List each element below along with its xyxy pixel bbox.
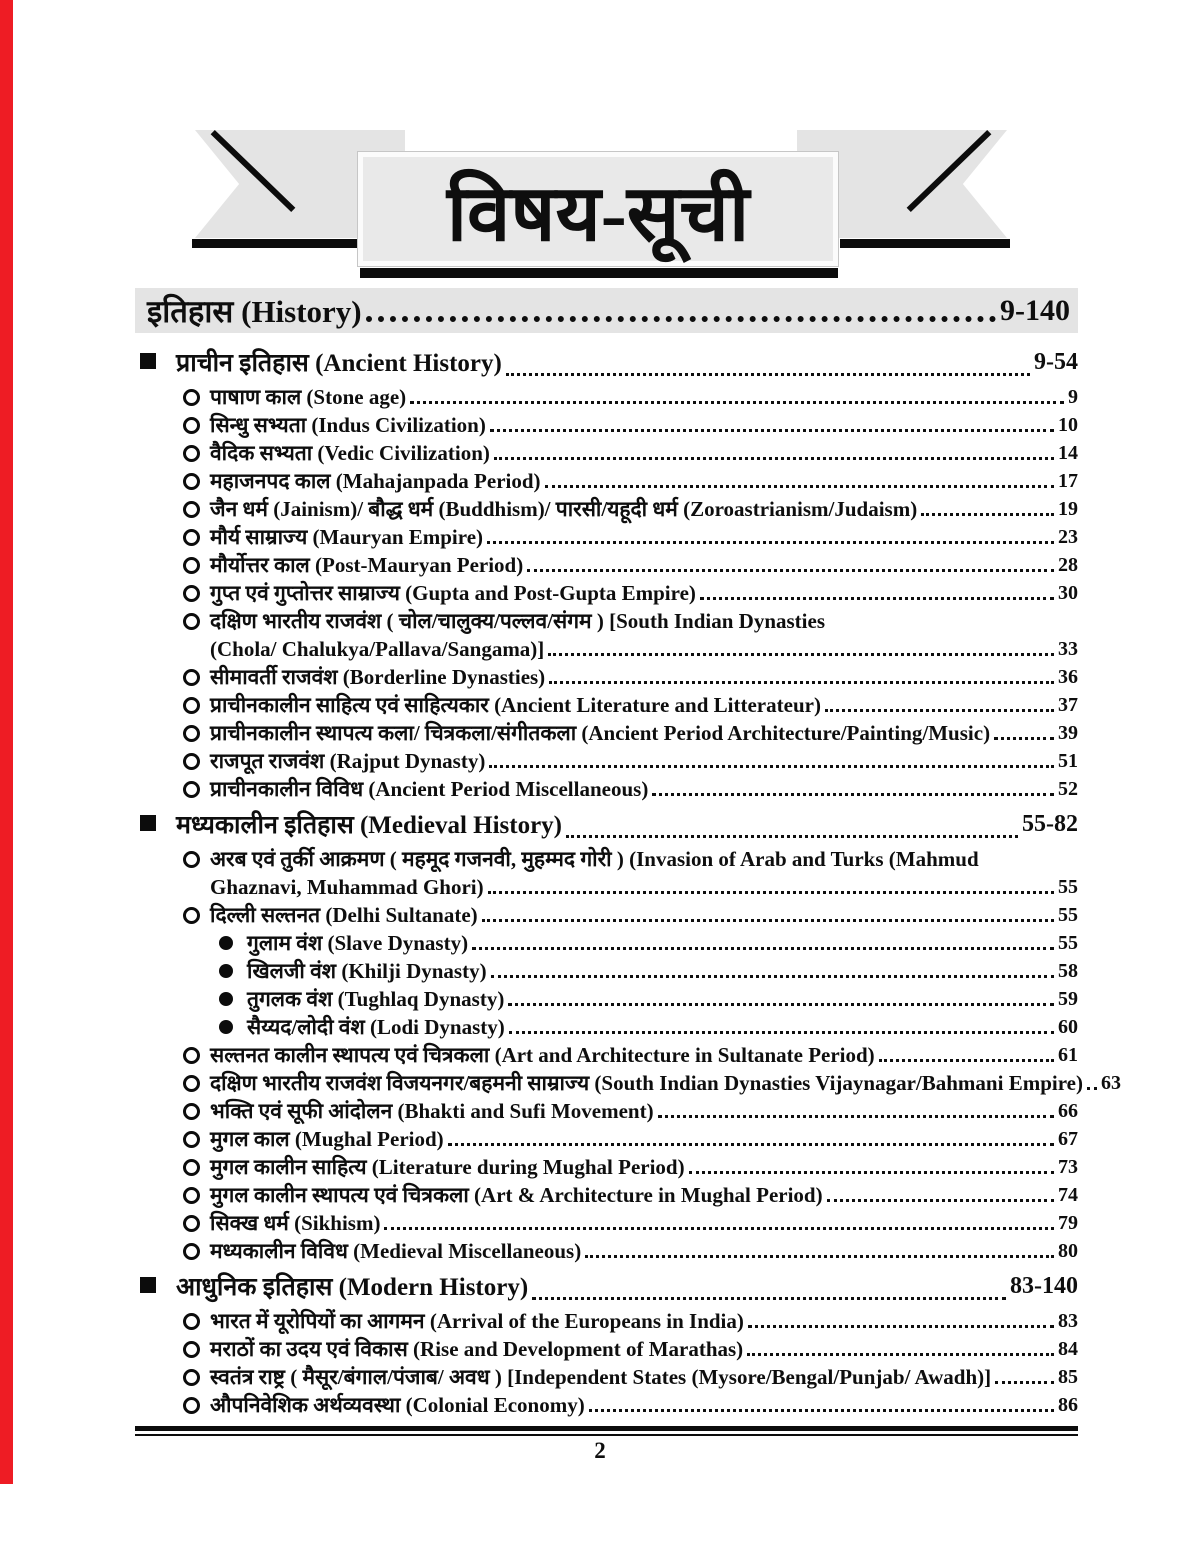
dot-leader [527, 569, 1054, 572]
dot-leader [532, 1297, 1006, 1300]
entry-label: दक्षिण भारतीय राजवंश विजयनगर/बहमनी साम्राज्य (South Indian Dynasties Vijaynagar/Bahmani Empire) [210, 1071, 1083, 1095]
toc-item-row [135, 845, 1078, 873]
toc-item-row [135, 1153, 1078, 1181]
footer-page-number: 2 [594, 1438, 606, 1463]
sub-dot-bullet-icon [219, 1020, 233, 1034]
toc-header-label: इतिहास (History) [147, 293, 362, 329]
dot-leader [487, 541, 1054, 544]
entry-label: मुगल कालीन साहित्य (Literature during Mughal Period) [210, 1155, 685, 1179]
dot-leader [508, 1003, 1054, 1006]
footer-rule [135, 1426, 1078, 1436]
entry-label: भारत में यूरोपियों का आगमन (Arrival of the Europeans in India) [210, 1309, 744, 1333]
entry-label: मुगल काल (Mughal Period) [210, 1127, 444, 1151]
toc-item-row [135, 901, 1078, 929]
dot-leader [506, 373, 1030, 376]
dot-leader [995, 1381, 1054, 1384]
entry-label: भक्ति एवं सूफी आंदोलन (Bhakti and Sufi Movement) [210, 1099, 654, 1123]
sub-dot-bullet-icon [219, 964, 233, 978]
dot-leader [748, 1325, 1054, 1328]
entry-page-number: 55-82 [1022, 810, 1078, 837]
entry-label: स्वतंत्र राष्ट्र ( मैसूर/बंगाल/पंजाब/ अवध ) [Independent States (Mysore/Bengal/Punjab/ Awadh)] [210, 1365, 992, 1389]
dot-leader [658, 1115, 1054, 1118]
banner-underline [360, 268, 838, 278]
entry-page-number: 14 [1058, 441, 1078, 464]
dot-leader [384, 1227, 1054, 1230]
item-circle-bullet-icon [183, 445, 200, 462]
toc-item-row [135, 383, 1078, 411]
entry-page-number: 51 [1058, 749, 1078, 772]
toc-item-row [135, 467, 1078, 495]
entry-page-number: 67 [1058, 1127, 1078, 1150]
dot-leader [491, 975, 1054, 978]
dot-leader [879, 1059, 1054, 1062]
entry-label: पाषाण काल (Stone age) [210, 385, 407, 409]
entry-page-number: 39 [1058, 721, 1078, 744]
entry-label: दक्षिण भारतीय राजवंश ( चोल/चालुक्य/पल्लव/संगम ) [South Indian Dynasties [210, 609, 825, 633]
entry-label: अरब एवं तुर्की आक्रमण ( महमूद गजनवी, मुहम्मद गोरी ) (Invasion of Arab and Turks (Mahmud [210, 847, 979, 871]
entry-label: मौर्योत्तर काल (Post-Mauryan Period) [210, 553, 524, 577]
entry-page-number: 83-140 [1010, 1272, 1078, 1299]
item-circle-bullet-icon [183, 613, 200, 630]
ribbon-left-shadow-bar [192, 239, 362, 248]
entry-label: प्राचीनकालीन विविध (Ancient Period Miscellaneous) [210, 777, 649, 801]
toc-item-row [135, 775, 1078, 803]
toc-item-row [135, 1363, 1078, 1391]
entry-page-number: 84 [1058, 1337, 1078, 1360]
item-circle-bullet-icon [183, 697, 200, 714]
item-circle-bullet-icon [183, 1131, 200, 1148]
entry-label: मौर्य साम्राज्य (Mauryan Empire) [210, 525, 484, 549]
item-circle-bullet-icon [183, 1047, 200, 1064]
toc-item-row [135, 747, 1078, 775]
entry-label: खिलजी वंश (Khilji Dynasty) [247, 959, 487, 983]
dot-leader [448, 1143, 1054, 1146]
item-circle-bullet-icon [183, 1103, 200, 1120]
toc-item-row [135, 691, 1078, 719]
entry-page-number: 73 [1058, 1155, 1078, 1178]
entry-label: सिक्ख धर्म (Sikhism) [210, 1211, 381, 1235]
entry-page-number: 79 [1058, 1211, 1078, 1234]
entry-label: मध्यकालीन विविध (Medieval Miscellaneous) [210, 1239, 582, 1263]
item-circle-bullet-icon [183, 1313, 200, 1330]
entry-page-number: 86 [1058, 1393, 1078, 1416]
toc-item-row [135, 663, 1078, 691]
toc-header-bar [135, 288, 1078, 333]
dot-leader [545, 485, 1054, 488]
item-circle-bullet-icon [183, 1075, 200, 1092]
dot-leader [488, 891, 1054, 894]
toc-item-continuation-row [135, 873, 1078, 901]
toc-item-row [135, 439, 1078, 467]
entry-label: महाजनपद काल (Mahajanpada Period) [210, 469, 541, 493]
entry-label: सीमावर्ती राजवंश (Borderline Dynasties) [210, 665, 546, 689]
toc-subitem-row [135, 929, 1078, 957]
item-circle-bullet-icon [183, 1341, 200, 1358]
entry-page-number: 63 [1100, 1071, 1121, 1094]
toc-item-row [135, 607, 1078, 635]
toc-item-row [135, 1181, 1078, 1209]
item-circle-bullet-icon [183, 529, 200, 546]
entry-page-number: 59 [1058, 987, 1078, 1010]
dot-leader [549, 681, 1054, 684]
entry-page-number: 17 [1058, 469, 1078, 492]
item-circle-bullet-icon [183, 473, 200, 490]
dot-leader [827, 1199, 1054, 1202]
toc-item-row [135, 1335, 1078, 1363]
toc-item-row [135, 1209, 1078, 1237]
entry-page-number: 61 [1058, 1043, 1078, 1066]
entry-page-number: 28 [1058, 553, 1078, 576]
item-circle-bullet-icon [183, 1369, 200, 1386]
item-circle-bullet-icon [183, 557, 200, 574]
entry-label: सल्तनत कालीन स्थापत्य एवं चित्रकला (Art and Architecture in Sultanate Period) [210, 1043, 875, 1067]
toc-item-row [135, 1069, 1121, 1097]
dot-leader [489, 765, 1054, 768]
title-banner [195, 122, 1007, 287]
dot-leader [509, 1031, 1054, 1034]
entry-label: सिन्धु सभ्यता (Indus Civilization) [210, 413, 486, 437]
toc-subitem-row [135, 985, 1078, 1013]
toc-item-row [135, 1041, 1078, 1069]
entry-label: गुलाम वंश (Slave Dynasty) [247, 931, 469, 955]
entry-label: प्राचीनकालीन साहित्य एवं साहित्यकार (Ancient Literature and Litterateur) [210, 693, 821, 717]
entry-label: तुगलक वंश (Tughlaq Dynasty) [247, 987, 505, 1011]
entry-label: वैदिक सभ्यता (Vedic Civilization) [210, 441, 490, 465]
dot-leader [548, 653, 1054, 656]
dot-leader [700, 597, 1054, 600]
entry-label: Ghaznavi, Muhammad Ghori) [210, 874, 484, 899]
entry-label: आधुनिक इतिहास (Modern History) [176, 1274, 529, 1301]
item-circle-bullet-icon [183, 781, 200, 798]
toc-section-row [135, 1265, 1078, 1307]
page-title: विषय-सूची [446, 170, 750, 257]
entry-page-number: 23 [1058, 525, 1078, 548]
toc-header-pages: 9-140 [1000, 293, 1070, 327]
dot-leader [921, 513, 1054, 516]
entry-label: सैय्यद/लोदी वंश (Lodi Dynasty) [247, 1015, 505, 1039]
entry-page-number: 36 [1058, 665, 1078, 688]
entry-page-number: 9 [1068, 385, 1078, 408]
dot-leader [585, 1255, 1054, 1258]
entry-label: राजपूत राजवंश (Rajput Dynasty) [210, 749, 486, 773]
item-circle-bullet-icon [183, 1187, 200, 1204]
ribbon-right-shadow-bar [840, 239, 1010, 248]
item-circle-bullet-icon [183, 501, 200, 518]
dot-leader [747, 1353, 1054, 1356]
section-square-bullet-icon [140, 1277, 156, 1293]
entry-page-number: 9-54 [1034, 348, 1078, 375]
left-edge-red-bar [0, 0, 13, 1484]
entry-page-number: 52 [1058, 777, 1078, 800]
item-circle-bullet-icon [183, 907, 200, 924]
entry-label: मध्यकालीन इतिहास (Medieval History) [176, 812, 563, 839]
item-circle-bullet-icon [183, 1215, 200, 1232]
toc-item-row [135, 1307, 1078, 1335]
entry-label: गुप्त एवं गुप्तोत्तर साम्राज्य (Gupta and Post-Gupta Empire) [210, 581, 696, 605]
entry-label: जैन धर्म (Jainism)/ बौद्ध धर्म (Buddhism)/ पारसी/यहूदी धर्म (Zoroastrianism/Judaism) [210, 497, 918, 521]
dot-leader [589, 1409, 1054, 1412]
entry-page-number: 66 [1058, 1099, 1078, 1122]
entry-page-number: 55 [1058, 931, 1078, 954]
item-circle-bullet-icon [183, 669, 200, 686]
item-circle-bullet-icon [183, 585, 200, 602]
entry-page-number: 83 [1058, 1309, 1078, 1332]
toc-subitem-row [135, 957, 1078, 985]
entry-label: औपनिवेशिक अर्थव्यवस्था (Colonial Economy) [210, 1393, 585, 1417]
toc-item-row [135, 579, 1078, 607]
dot-leader [994, 737, 1054, 740]
dot-leader [494, 457, 1054, 460]
section-square-bullet-icon [140, 815, 156, 831]
toc-item-row [135, 411, 1078, 439]
toc-item-row [135, 495, 1078, 523]
entry-page-number: 10 [1058, 413, 1078, 436]
dot-leader [825, 709, 1054, 712]
toc-item-row [135, 1391, 1078, 1419]
dot-leader [490, 429, 1054, 432]
sub-dot-bullet-icon [219, 992, 233, 1006]
item-circle-bullet-icon [183, 725, 200, 742]
banner-title-box [358, 152, 838, 266]
entry-page-number: 58 [1058, 959, 1078, 982]
item-circle-bullet-icon [183, 753, 200, 770]
entry-label: दिल्ली सल्तनत (Delhi Sultanate) [210, 903, 478, 927]
item-circle-bullet-icon [183, 851, 200, 868]
dot-leader [472, 947, 1054, 950]
entry-label: प्राचीन इतिहास (Ancient History) [176, 350, 502, 377]
toc-item-row [135, 719, 1078, 747]
entry-label: प्राचीनकालीन स्थापत्य कला/ चित्रकला/संगीतकला (Ancient Period Architecture/Painting/Music) [210, 721, 991, 745]
entry-page-number: 33 [1058, 637, 1078, 660]
toc-item-row [135, 1097, 1078, 1125]
entry-page-number: 85 [1058, 1365, 1078, 1388]
item-circle-bullet-icon [183, 1159, 200, 1176]
dot-leader [652, 793, 1054, 796]
sub-dot-bullet-icon [219, 936, 233, 950]
entry-label: मुगल कालीन स्थापत्य एवं चित्रकला (Art & Architecture in Mughal Period) [210, 1183, 823, 1207]
entry-page-number: 37 [1058, 693, 1078, 716]
entry-page-number: 74 [1058, 1183, 1078, 1206]
entry-label: (Chola/ Chalukya/Pallava/Sangama)] [210, 636, 545, 661]
toc-item-row [135, 523, 1078, 551]
item-circle-bullet-icon [183, 389, 200, 406]
dot-leader [482, 919, 1054, 922]
dot-leader [410, 401, 1064, 404]
toc-header-dot-leader [366, 316, 996, 322]
toc-section-row [135, 803, 1078, 845]
entry-label: मराठों का उदय एवं विकास (Rise and Development of Marathas) [210, 1337, 744, 1361]
toc-item-continuation-row [135, 635, 1078, 663]
entry-page-number: 30 [1058, 581, 1078, 604]
item-circle-bullet-icon [183, 417, 200, 434]
entry-page-number: 19 [1058, 497, 1078, 520]
toc-list [135, 341, 1121, 1419]
dot-leader [566, 835, 1018, 838]
section-square-bullet-icon [140, 353, 156, 369]
dot-leader [689, 1171, 1054, 1174]
toc-item-row [135, 1237, 1078, 1265]
entry-page-number: 60 [1058, 1015, 1078, 1038]
toc-item-row [135, 551, 1078, 579]
entry-page-number: 80 [1058, 1239, 1078, 1262]
item-circle-bullet-icon [183, 1243, 200, 1260]
toc-subitem-row [135, 1013, 1078, 1041]
toc-item-row [135, 1125, 1078, 1153]
entry-page-number: 55 [1058, 875, 1078, 898]
dot-leader [1087, 1087, 1097, 1090]
entry-page-number: 55 [1058, 903, 1078, 926]
item-circle-bullet-icon [183, 1397, 200, 1414]
toc-section-row [135, 341, 1078, 383]
